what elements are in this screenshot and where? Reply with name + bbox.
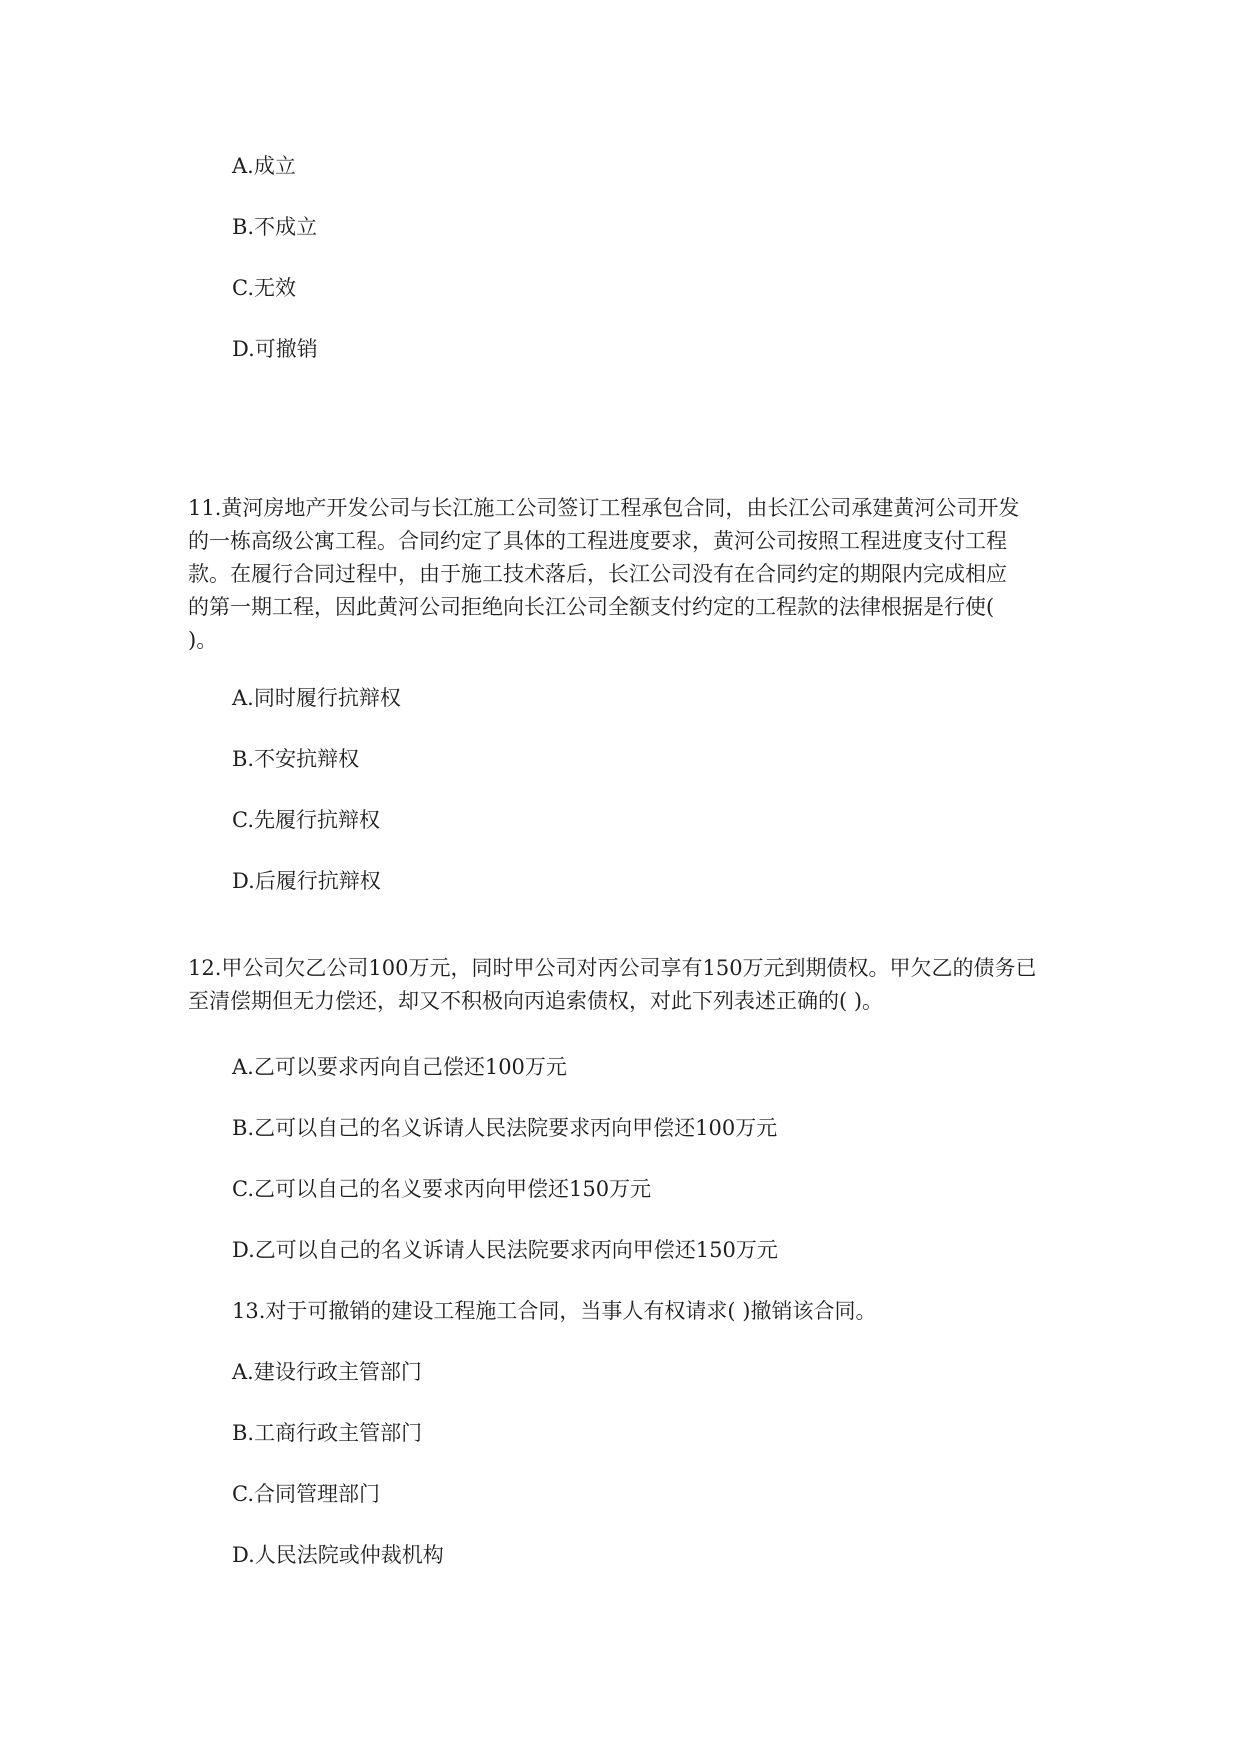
q13-option-c: C.合同管理部门	[232, 1482, 380, 1506]
q11-option-b: B.不安抗辩权	[232, 747, 360, 771]
q13-text-line-1: 13.对于可撤销的建设工程施工合同，当事人有权请求( )撤销该合同。	[232, 1299, 877, 1323]
q11-option-c: C.先履行抗辩权	[232, 808, 380, 832]
q13-option-d: D.人民法院或仲裁机构	[232, 1543, 444, 1567]
q12-option-d: D.乙可以自己的名义诉请人民法院要求丙向甲偿还150万元	[232, 1238, 778, 1262]
q11-text-line-5: )。	[188, 628, 218, 652]
q11-text-line-2: 的一栋高级公寓工程。合同约定了具体的工程进度要求，黄河公司按照工程进度支付工程	[188, 529, 1007, 553]
q11-option-d: D.后履行抗辩权	[232, 869, 381, 893]
q10-option-d: D.可撤销	[232, 337, 318, 361]
q12-option-b: B.乙可以自己的名义诉请人民法院要求丙向甲偿还100万元	[232, 1116, 778, 1140]
q10-option-c: C.无效	[232, 276, 296, 300]
q11-option-a: A.同时履行抗辩权	[232, 686, 401, 710]
q12-option-a: A.乙可以要求丙向自己偿还100万元	[232, 1055, 567, 1079]
q10-option-a: A.成立	[232, 154, 296, 178]
q11-text-line-1: 11.黄河房地产开发公司与长江施工公司签订工程承包合同，由长江公司承建黄河公司开发	[188, 496, 1020, 520]
q11-text-line-3: 款。在履行合同过程中，由于施工技术落后，长江公司没有在合同约定的期限内完成相应	[188, 562, 1007, 586]
q11-text-line-4: 的第一期工程，因此黄河公司拒绝向长江公司全额支付约定的工程款的法律根据是行使(	[188, 595, 995, 619]
q12-text-line-2: 至清偿期但无力偿还，却又不积极向丙追索债权，对此下列表述正确的( )。	[188, 989, 884, 1013]
q12-option-c: C.乙可以自己的名义要求丙向甲偿还150万元	[232, 1177, 652, 1201]
q12-text-line-1: 12.甲公司欠乙公司100万元，同时甲公司对丙公司享有150万元到期债权。甲欠乙的债务已	[188, 956, 1037, 980]
q13-option-a: A.建设行政主管部门	[232, 1360, 422, 1384]
q13-option-b: B.工商行政主管部门	[232, 1421, 423, 1445]
q10-option-b: B.不成立	[232, 215, 318, 239]
